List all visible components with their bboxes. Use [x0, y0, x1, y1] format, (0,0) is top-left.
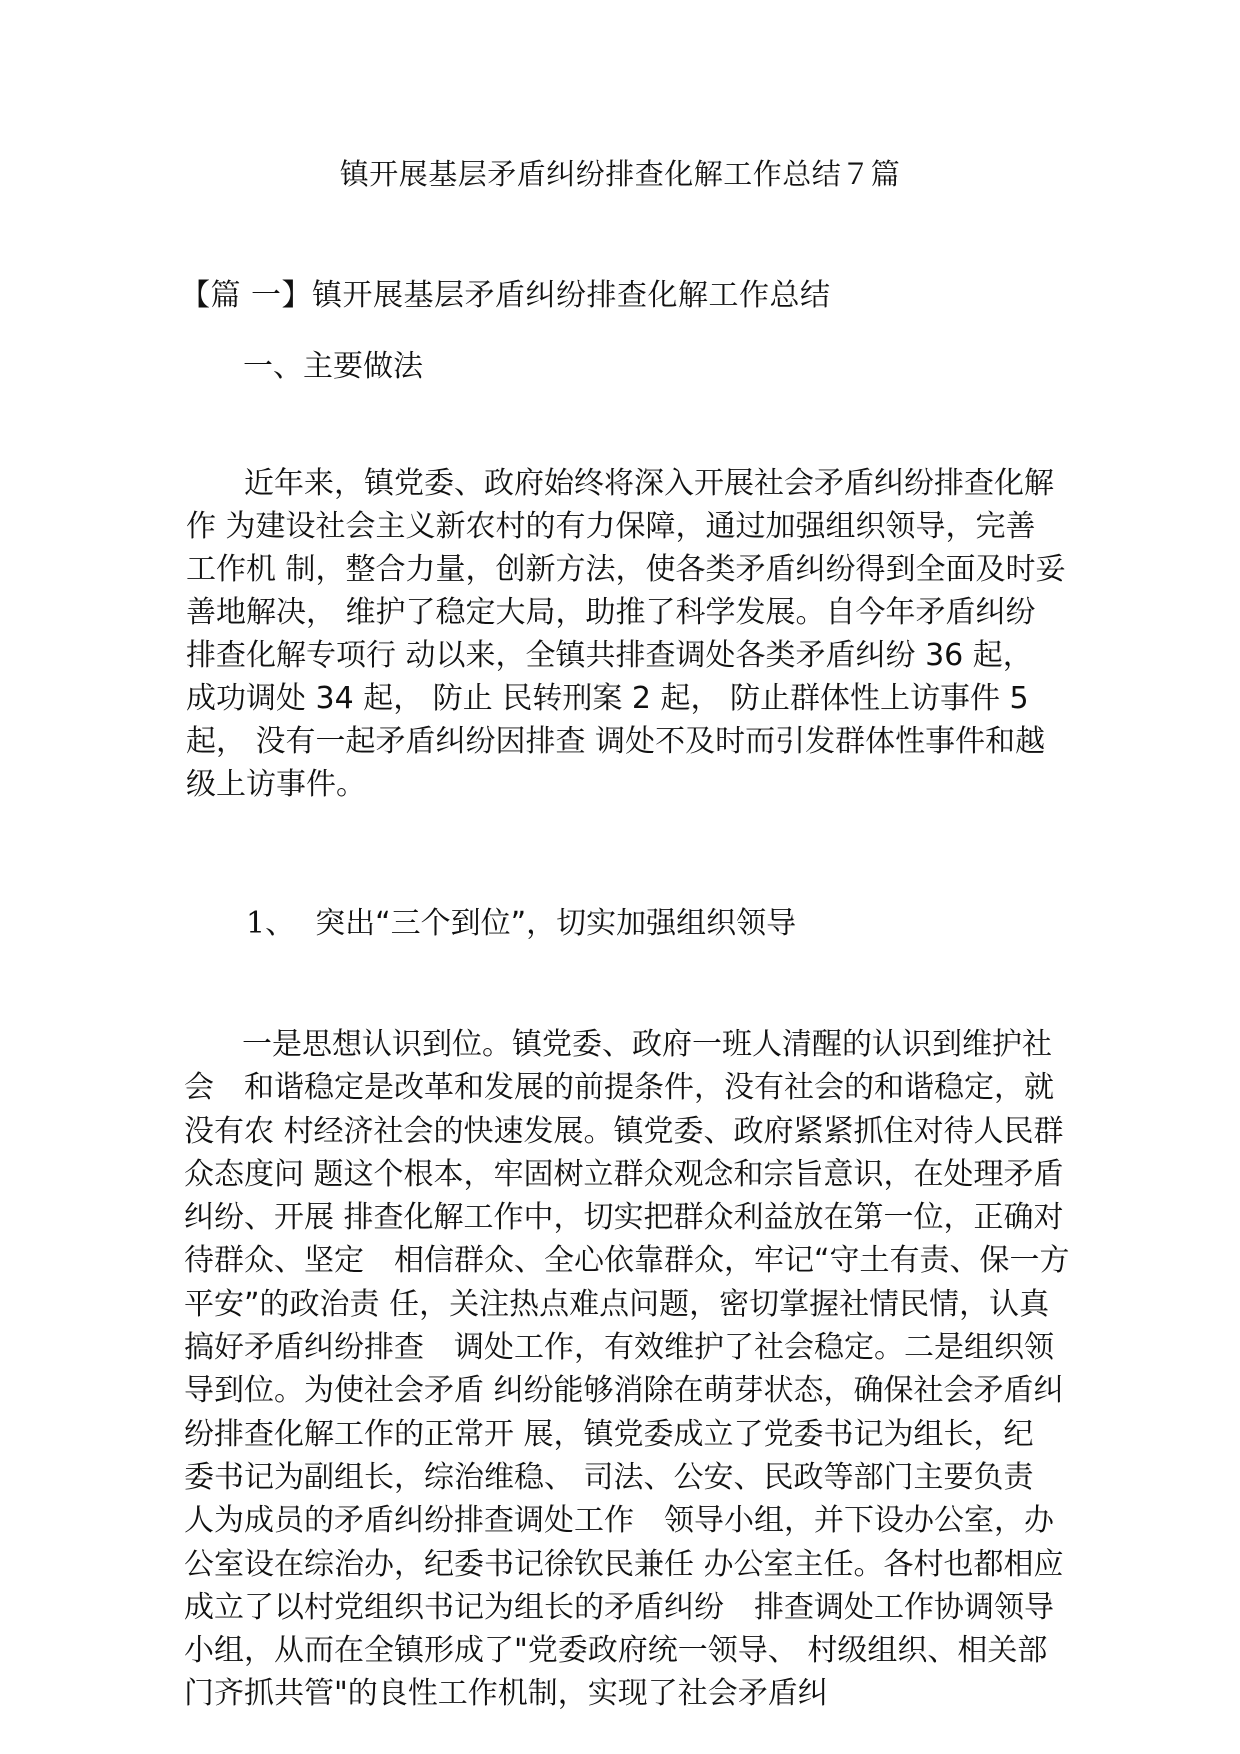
paragraph-line: 一是思想认识到位。镇党委、政府一班人清醒的认识到维护社 — [242, 1027, 1052, 1062]
paragraph-line: 导到位。为使社会矛盾 纠纷能够消除在萌芽状态，确保社会矛盾纠 — [184, 1373, 1064, 1409]
paragraph-line: 待群众、坚定 相信群众、全心依靠群众，牢记“守土有责、保一方 — [184, 1243, 1070, 1279]
numbered-heading — [246, 898, 796, 942]
paragraph-line: 公室设在综治办，纪委书记徐钦民兼任 办公室主任。各村也都相应 — [184, 1546, 1064, 1582]
paragraph-line: 会 和谐稳定是改革和发展的前提条件，没有社会的和谐稳定，就 — [184, 1070, 1054, 1106]
paragraph-line: 近年来，镇党委、政府始终将深入开展社会矛盾纠纷排查化解 — [244, 466, 1054, 501]
paragraph-line: 级上访事件。 — [186, 767, 366, 802]
paragraph-line: 排查化解专项行 动以来，全镇共排查调处各类矛盾纠纷 36 起， — [186, 638, 1033, 673]
paragraph-line: 起， 没有一起矛盾纠纷因排查 调处不及时而引发群体性事件和越 — [186, 724, 1046, 759]
paragraph-line: 纠纷、开展 排查化解工作中，切实把群众利益放在第一位，正确对 — [184, 1200, 1064, 1236]
paragraph-line: 成立了以村党组织书记为组长的矛盾纠纷 排查调处工作协调领导 — [184, 1589, 1054, 1625]
paragraph-main-practices — [186, 462, 1066, 806]
paragraph-line: 平安”的政治责 任，关注热点难点问题，密切掌握社情民情，认真 — [184, 1286, 1050, 1322]
document-title: 镇开展基层矛盾纠纷排查化解工作总结７篇 — [339, 157, 901, 191]
paragraph-line: 没有农 村经济社会的快速发展。镇党委、政府紧紧抓住对待人民群 — [184, 1113, 1064, 1149]
paragraph-line: 搞好矛盾纠纷排查 调处工作，有效维护了社会稳定。二是组织领 — [184, 1330, 1054, 1366]
paragraph-line: 善地解决， 维护了稳定大局，助推了科学发展。自今年矛盾纠纷 — [186, 595, 1036, 630]
paragraph-organization — [184, 1023, 1070, 1716]
section-heading: 【篇 一】镇开展基层矛盾纠纷排查化解工作总结 — [180, 278, 831, 313]
paragraph-line: 作 为建设社会主义新农村的有力保障，通过加强组织领导，完善 — [186, 509, 1036, 544]
paragraph-line: 纷排查化解工作的正常开 展，镇党委成立了党委书记为组长，纪 — [184, 1416, 1034, 1452]
paragraph-line: 小组，从而在全镇形成了"党委政府统一领导、 村级组织、相关部 — [184, 1633, 1048, 1669]
paragraph-line: 成功调处 34 起， 防止 民转刑案 2 起， 防止群体性上访事件 5 — [186, 681, 1029, 716]
sub-heading: 一、主要做法 — [243, 349, 423, 384]
paragraph-line: 工作机 制，整合力量，创新方法，使各类矛盾纠纷得到全面及时妥 — [186, 552, 1066, 587]
paragraph-line: 门齐抓共管"的良性工作机制，实现了社会矛盾纠 — [184, 1676, 828, 1712]
heading-text: 突出“三个到位”，切实加强组织领导 — [315, 906, 797, 941]
heading-number: 1、 — [246, 906, 296, 941]
paragraph-line: 众态度问 题这个根本，牢固树立群众观念和宗旨意识，在处理矛盾 — [184, 1156, 1064, 1192]
paragraph-line: 委书记为副组长，综治维稳、 司法、公安、民政等部门主要负责 — [184, 1459, 1034, 1495]
paragraph-line: 人为成员的矛盾纠纷排查调处工作 领导小组，并下设办公室，办 — [184, 1503, 1054, 1539]
